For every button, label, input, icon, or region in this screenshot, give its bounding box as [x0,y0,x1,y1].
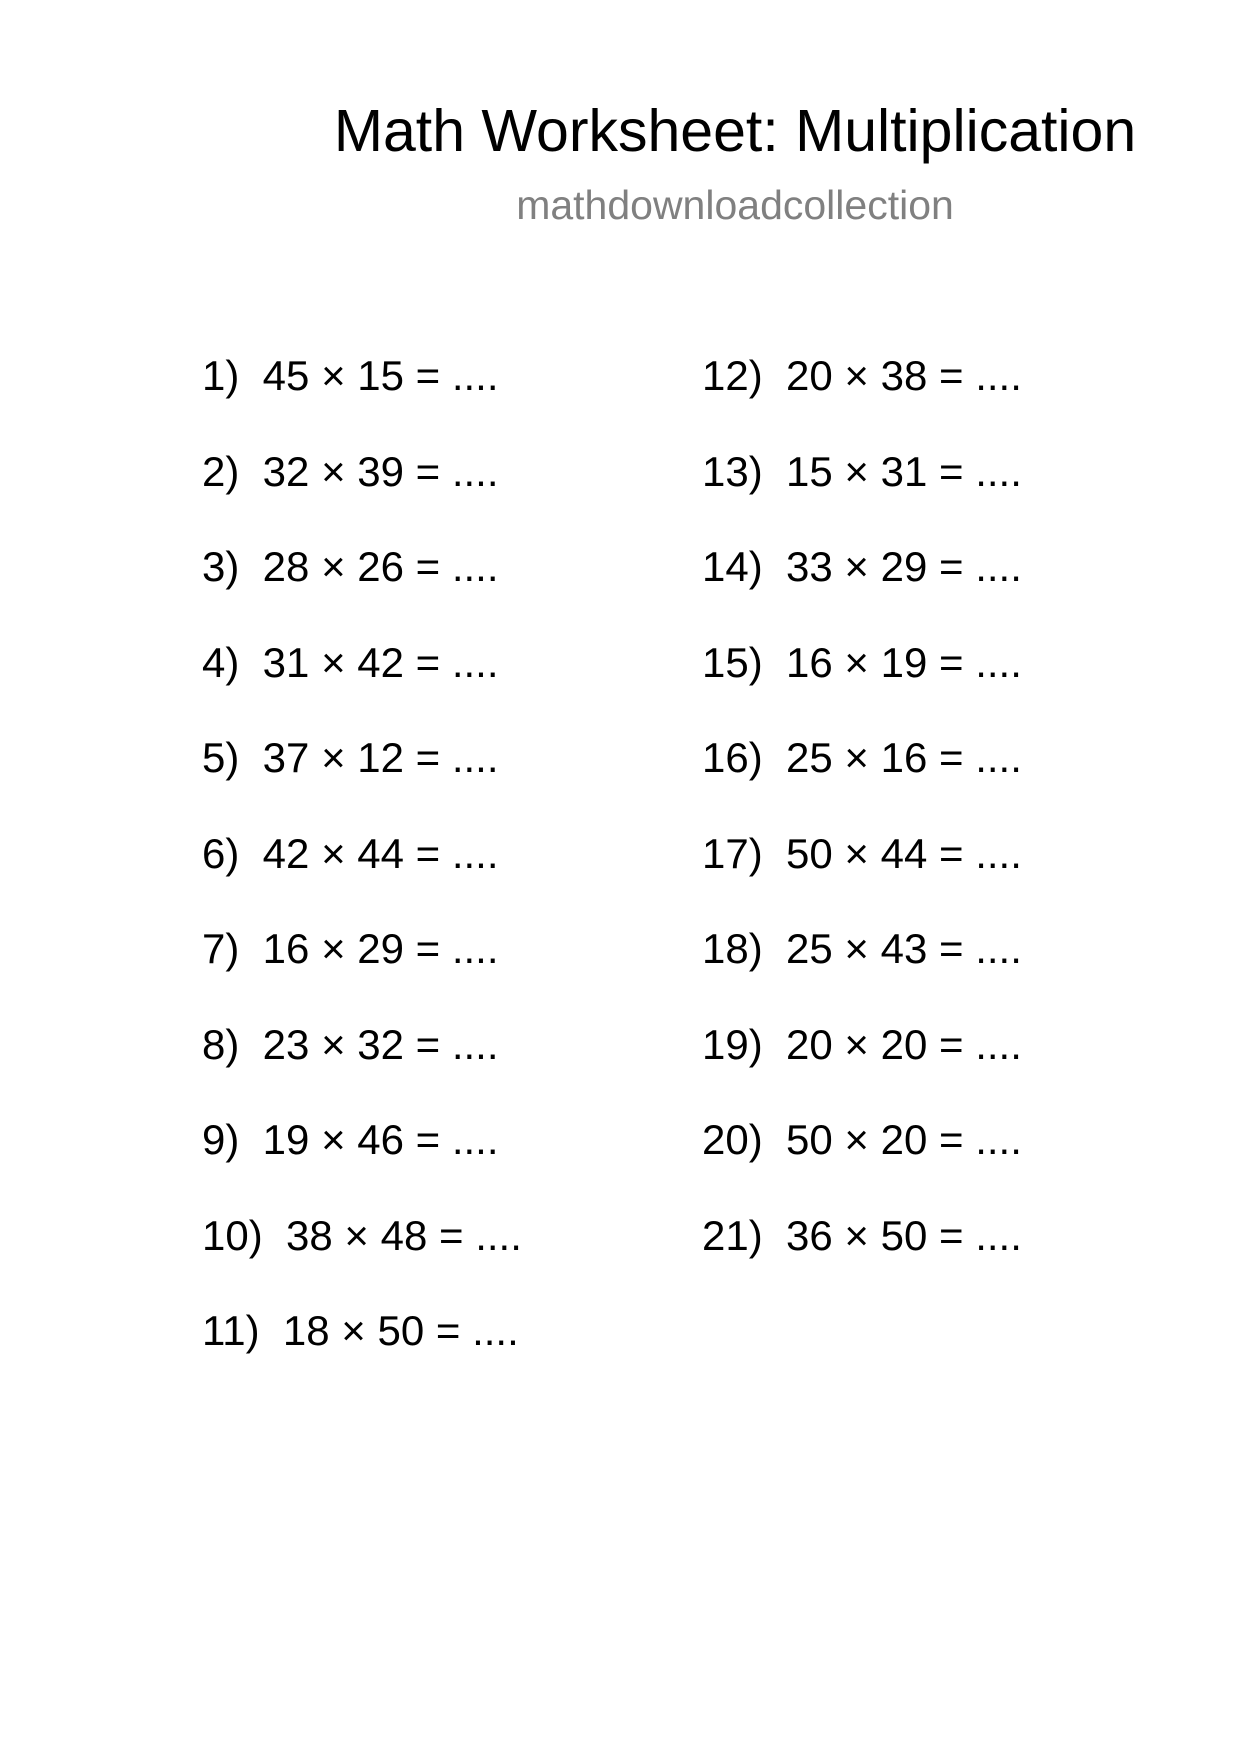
problem-5: 5) 37 × 12 = .... [202,734,499,781]
problem-12: 12) 20 × 38 = .... [702,352,1022,399]
problem-8: 8) 23 × 32 = .... [202,1020,499,1068]
problem-20: 20) 50 × 20 = .... [702,1116,1022,1163]
problem-4: 4) 31 × 42 = .... [202,638,499,686]
problem-6: 6) 42 × 44 = .... [202,829,499,877]
problem-19: 19) 20 × 20 = .... [702,1020,1022,1068]
problem-10: 10) 38 × 48 = .... [202,1211,522,1259]
problem-16: 16) 25 × 16 = .... [702,734,1022,781]
problem-15: 15) 16 × 19 = .... [702,638,1022,686]
problem-3: 3) 28 × 26 = .... [202,543,499,590]
problem-18: 18) 25 × 43 = .... [702,925,1022,972]
problem-2: 2) 32 × 39 = .... [202,447,499,495]
problem-column-left [202,348,522,1399]
problem-9: 9) 19 × 46 = .... [202,1116,499,1163]
problem-21: 21) 36 × 50 = .... [702,1211,1022,1259]
problem-7: 7) 16 × 29 = .... [202,925,499,972]
page-subtitle: mathdownloadcollection [516,182,954,228]
problem-13: 13) 15 × 31 = .... [702,447,1022,495]
problem-17: 17) 50 × 44 = .... [702,829,1022,877]
page-title: Math Worksheet: Multiplication [333,98,1137,164]
problem-column-right [702,348,1022,1303]
problem-11: 11) 18 × 50 = .... [202,1307,519,1354]
problem-1: 1) 45 × 15 = .... [202,352,499,399]
problem-14: 14) 33 × 29 = .... [702,543,1022,590]
